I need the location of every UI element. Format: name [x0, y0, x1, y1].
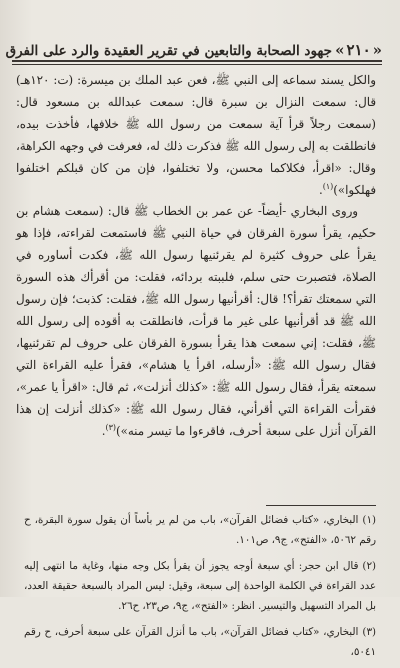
footnotes: [24, 510, 376, 668]
footnote-text: البخاري، «كتاب فضائل القرآن»، باب ما أنزل القرآن على سبعة أحرف، ح رقم ٥٠٤١،: [24, 626, 376, 658]
footnote-number: (٢): [362, 560, 376, 572]
running-header: [5, 40, 382, 62]
footnote-1: [24, 510, 376, 550]
footnote-2: [24, 556, 376, 616]
page-number: « ٢١٠ »: [335, 41, 382, 59]
paragraph-1: والكل يسند سماعه إلى النبي ﷺ، فعن عبد الملك بن ميسرة: (ت: ١٢٠هـ) قال: سمعت النزال بن سبرة قال: سمعت عبدالله بن مسعود قال: (سمعت رجلاً قرأ آية سمعت من رسول الله ﷺ خلافها، فأخذت بيده، فانطلقت به إلى رسول الله ﷺ فذكرت ذلك له، فعرفت في وجهه الكراهة، وقال: «اقرأ، فكلاكما محسن، ولا تختلفوا، فإن من كان قبلكم اختلفوا فهلكوا»)$^{(١)}$.: [16, 73, 376, 197]
running-title: جهود الصحابة والتابعين في تقرير العقيدة والرد على الفرق: [5, 43, 332, 59]
paragraph-1-text: والكل يسند سماعه إلى النبي ﷺ، فعن عبد الملك بن ميسرة: (ت: ١٢٠هـ) قال: سمعت النزال بن سبرة قال: سمعت عبدالله بن مسعود قال: (سمعت رجلاً قرأ آية سمعت من رسول الله ﷺ خلافها، فأخذت بيده، فانطلقت به إلى رسول الله ﷺ فذكرت ذلك له، فعرفت في وجهه الكراهة، وقال: «اقرأ، فكلاكما محسن، ولا تختلفوا، فإن من كان قبلكم اختلفوا فهلكوا»): [16, 73, 376, 197]
header-rule-thin: [12, 64, 382, 65]
main-text: [16, 70, 376, 442]
paragraph-2-text: وروى البخاري -أيضاً- عن عمر بن الخطاب ﷺ قال: (سمعت هشام بن حكيم، يقرأ سورة الفرقان في حياة النبي ﷺ فاستمعت لقراءته، فإذا هو يقرأ على حروف كثيرة لم يقرئنيها رسول الله ﷺ، فكدت أساوره في الصلاة، فتصبرت حتى سلم، فلببته بردائه، فقلت: من أقرأك هذه السورة التي سمعتك تقرأ؟! قال: أقرأنيها رسول الله ﷺ، فقلت: كذبت؛ فإن رسول الله ﷺ قد أقرأنيها على غير ما قرأت، فانطلقت به أقوده إلى رسول الله ﷺ، فقلت: إني سمعت هذا يقرأ بسورة الفرقان على حروف لم تقرئنيها، فقال رسول الله ﷺ: «أرسله، اقرأ يا هشام»، فقرأ عليه القراءة التي سمعته يقرأ، فقال رسول الله ﷺ: «كذلك أنزلت»، ثم قال: «اقرأ يا عمر»، فقرأت القراءة التي أقرأني، فقال رسول الله ﷺ: «كذلك أنزلت إن هذا القرآن أنزل على سبعة أحرف، فاقرءوا ما تيسر منه»): [16, 204, 376, 438]
header-rule: [12, 60, 382, 62]
footnote-separator: [266, 505, 376, 506]
footnote-number: (٣): [362, 626, 376, 638]
footnote-ref-1: (١): [322, 181, 334, 191]
footnote-3: [24, 622, 376, 662]
footnote-text: قال ابن حجر: أي سبعة أوجه يجوز أن يقرأ بكل وجه منها، وغاية ما انتهى إليه عدد القراءة في الكلمة الواحدة إلى سبعة، وقيل: ليس المراد بالسبعة حقيقة العدد، بل المراد التسهيل والتيسير. انظر: «الفتح»، ج٩، ص٢٣، ح٢٦.: [24, 560, 376, 612]
paragraph-2: وروى البخاري -أيضاً- عن عمر بن الخطاب ﷺ قال: (سمعت هشام بن حكيم، يقرأ سورة الفرقان في حياة النبي ﷺ فاستمعت لقراءته، فإذا هو يقرأ على حروف كثيرة لم يقرئنيها رسول الله ﷺ، فكدت أساوره في الصلاة، فتصبرت حتى سلم، فلببته بردائه، فقلت: من أقرأك هذه السورة التي سمعتك تقرأ؟! قال: أقرأنيها رسول الله ﷺ، فقلت: كذبت؛ فإن رسول الله ﷺ قد أقرأنيها على غير ما قرأت، فانطلقت به أقوده إلى رسول الله ﷺ، فقلت: إني سمعت هذا يقرأ بسورة الفرقان على حروف لم تقرئنيها، فقال رسول الله ﷺ: «أرسله، اقرأ يا هشام»، فقرأ عليه القراءة التي سمعته يقرأ، فقال رسول الله ﷺ: «كذلك أنزلت»، ثم قال: «اقرأ يا عمر»، فقرأت القراءة التي أقرأني، فقال رسول الله ﷺ: «كذلك أنزلت إن هذا القرآن أنزل على سبعة أحرف، فاقرءوا ما تيسر منه»)$^{(٣)}$.: [16, 204, 376, 438]
footnote-ref-3: (٣): [105, 422, 116, 432]
footnote-number: (١): [362, 514, 376, 526]
footnote-text: البخاري، «كتاب فضائل القرآن»، باب من لم ير بأساً أن يقول سورة البقرة، ح رقم ٥٠٦٢، «الفتح»، ج٩، ص١٠١.: [24, 514, 376, 546]
